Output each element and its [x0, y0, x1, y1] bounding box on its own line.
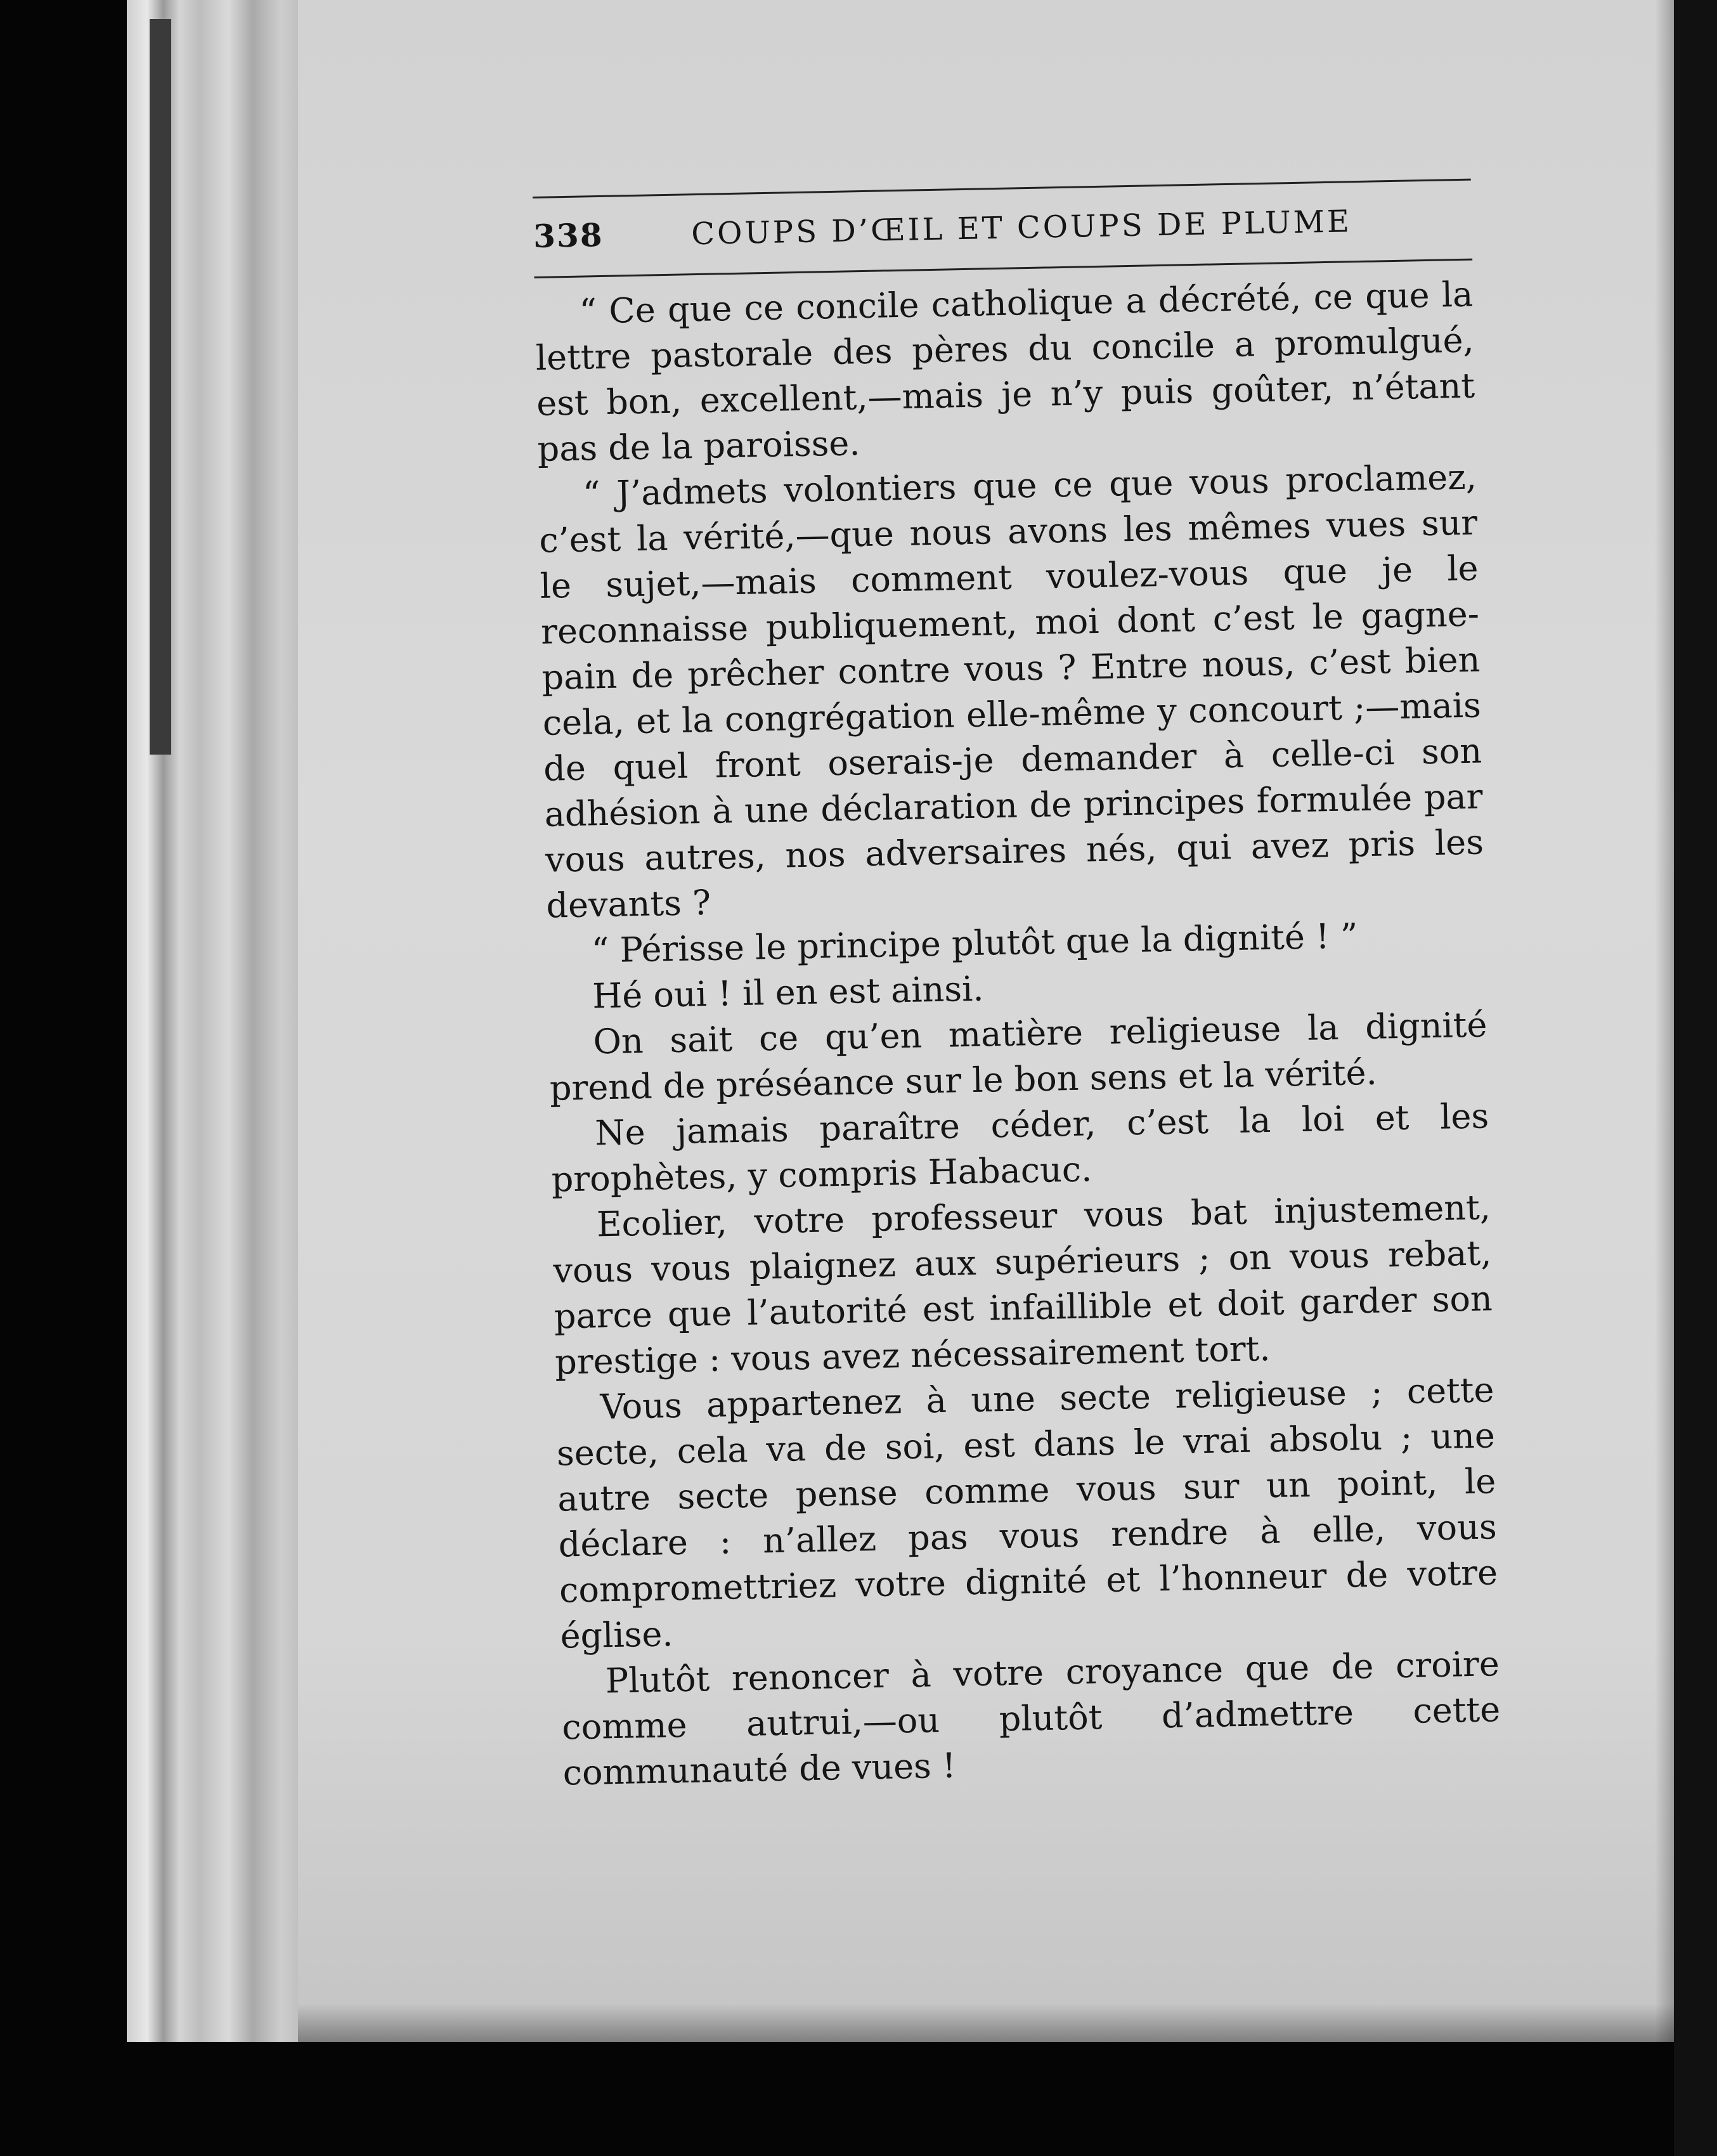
- paragraph-7: Ecolier, votre professeur vous bat injustement, vous vous plaignez aux supérieurs ; on vous rebat, parce que l’autorité est infaillible et doit garder son prestige : vous avez nécessairement tort.: [552, 1187, 1493, 1382]
- page-header: [533, 200, 1472, 255]
- paragraph-3: “ Périsse le principe plutôt que la dignité ! ”: [591, 916, 1359, 971]
- paragraph-5: On sait ce qu’en matière religieuse la dignité prend de préséance sur le bon sens et la vérité.: [549, 1004, 1487, 1108]
- book-edge-shadow: [150, 19, 171, 755]
- paragraph-2: “ J’admets volontiers que ce que vous proclamez, c’est la vérité,—que nous avons les mêmes vues sur le sujet,—mais comment voulez-vous que je le reconnaisse publiquement, moi dont c’est le gagne-pain de prêcher contre vous ? Entre nous, c’est bien cela, et la congrégation elle-même y concourt ;—mais de quel front oserais-je demander à celle-ci son adhésion à une déclaration de principes formulée par vous autres, nos adversaires nés, qui avez pris les devants ?: [538, 457, 1484, 926]
- page-number: 338: [533, 216, 604, 255]
- paragraph-1: “ Ce que ce concile catholique a décrété, ce que la lettre pastorale des pères du concile a promulgué, est bon, excellent,—mais je n’y puis goûter, n’étant pas de la paroisse.: [535, 274, 1475, 469]
- paragraph-9: Plutôt renoncer à votre croyance que de croire comme autrui,—ou plutôt d’admettre cette communauté de vues !: [561, 1644, 1501, 1793]
- paragraph-4: Hé oui ! il en est ainsi.: [592, 968, 985, 1016]
- right-edge-strip: [1674, 0, 1717, 2156]
- running-head: COUPS D’ŒIL ET COUPS DE PLUME: [690, 204, 1352, 252]
- paragraph-6: Ne jamais paraître céder, c’est la loi et les prophètes, y compris Habacuc.: [551, 1096, 1489, 1200]
- page-text-block: [533, 179, 1501, 1796]
- paragraph-8: Vous appartenez à une secte religieuse ; cette secte, cela va de soi, est dans le vrai absolu ; une autre secte pense comme vous sur un point, le déclare : n’allez pas vous rendre à elle, vous compromettriez votre dignité et l’honneur de votre église.: [556, 1370, 1498, 1656]
- page-bottom-shadow: [298, 2004, 1699, 2042]
